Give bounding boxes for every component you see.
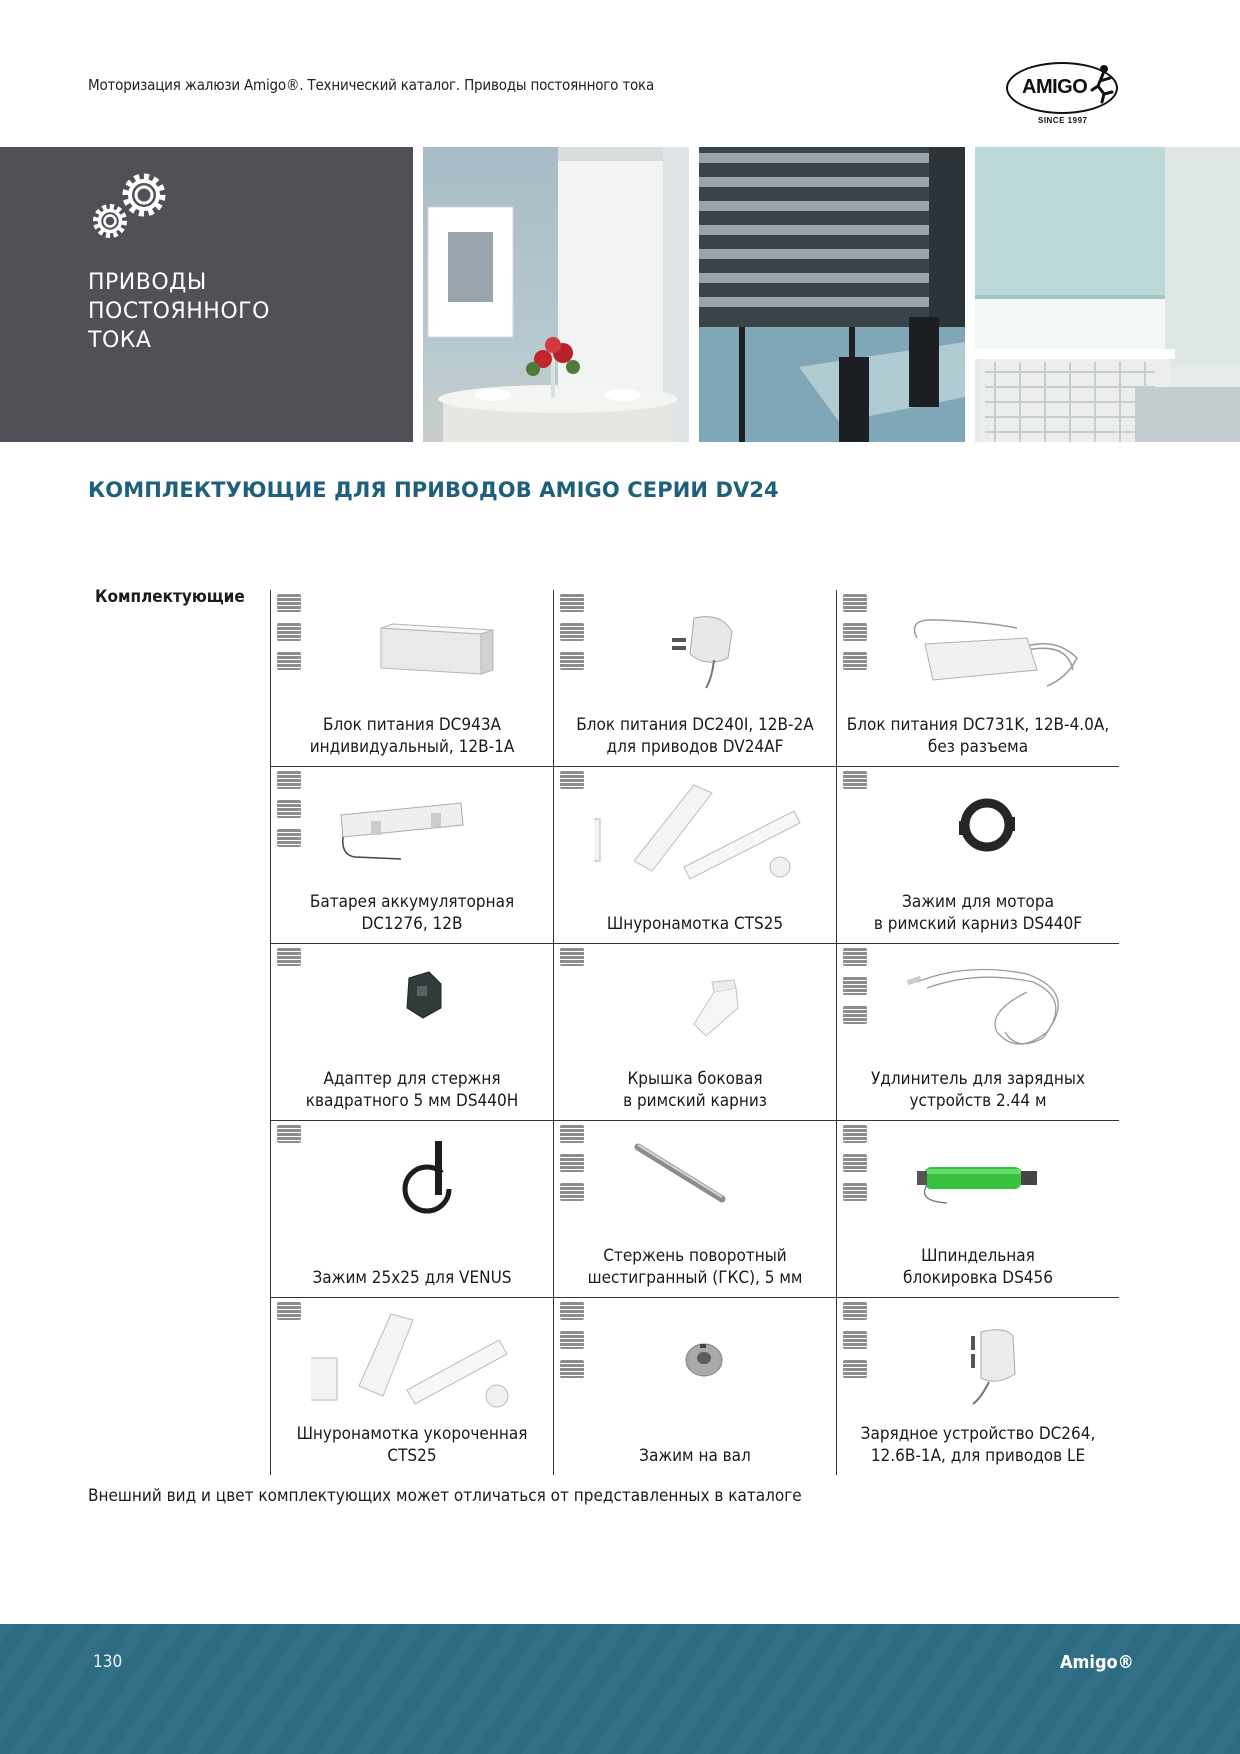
accessory-label: Зажим для мотора в римский карниз DS440F <box>873 892 1083 934</box>
tab-markers <box>277 1125 301 1154</box>
photo-zebra-blind-dining <box>699 147 965 442</box>
runner-figure-icon <box>1088 64 1118 104</box>
accessories-grid <box>270 590 1123 1475</box>
accessory-cell <box>836 590 1119 767</box>
tab-markers <box>560 1302 584 1389</box>
motor-clamp-icon <box>877 775 1097 885</box>
accessory-label: Батарея аккумуляторная DC1276, 12В <box>309 892 515 934</box>
tab-markers <box>277 948 301 977</box>
running-header: Моторизация жалюзи Amigo®. Технический каталог. Приводы постоянного тока <box>88 76 655 94</box>
tab-markers <box>560 948 584 977</box>
tab-markers <box>277 771 301 858</box>
accessory-label: Шнуронамотка CTS25 <box>606 914 784 934</box>
tab-markers <box>277 594 301 681</box>
banner-title-line: ПРИВОДЫ <box>88 270 207 295</box>
accessory-cell <box>553 944 836 1121</box>
accessory-cell <box>553 1298 836 1475</box>
accessory-label: Крышка боковая в римский карниз <box>623 1069 767 1111</box>
accessory-label: Адаптер для стержня квадратного 5 мм DS440H <box>305 1069 519 1111</box>
accessory-label: Зарядное устройство DC264, 12.6В-1А, для приводов LE <box>860 1424 1096 1466</box>
footer-brand: Amigo® <box>1060 1652 1134 1673</box>
wall-adapter-icon <box>594 598 814 708</box>
gears-icon <box>88 165 178 245</box>
power-brick-icon <box>877 598 1097 708</box>
accessory-label: Блок питания DC240I, 12В-2А для приводов DV24AF <box>576 715 814 757</box>
accessory-cell <box>270 944 553 1121</box>
page-number: 130 <box>93 1652 123 1672</box>
disclaimer-note: Внешний вид и цвет комплектующих может отличаться от представленных в каталоге <box>88 1486 802 1506</box>
tab-markers <box>277 1302 301 1331</box>
tab-markers <box>560 771 584 800</box>
side-cover-icon <box>594 952 814 1062</box>
accessory-cell <box>270 1121 553 1298</box>
accessory-label: Шпиндельная блокировка DS456 <box>903 1246 1053 1288</box>
logo-since: SINCE 1997 <box>1038 116 1088 125</box>
short-cord-winder-icon <box>311 1306 531 1416</box>
tab-markers <box>560 594 584 681</box>
photo-bedroom-blind <box>975 147 1240 442</box>
tab-markers <box>843 771 867 800</box>
accessory-label: Стержень поворотный шестигранный (ГКС), 5 мм <box>587 1246 803 1288</box>
footer-band <box>0 1624 1240 1754</box>
accessory-cell <box>836 1121 1119 1298</box>
tab-markers <box>843 1125 867 1212</box>
venus-clamp-icon <box>311 1129 531 1239</box>
accessory-label: Зажим на вал <box>639 1446 751 1466</box>
accessory-cell <box>270 590 553 767</box>
accessory-label: Удлинитель для зарядных устройств 2.44 м <box>870 1069 1086 1111</box>
hex-rod-icon <box>594 1129 814 1239</box>
accessory-cell <box>270 767 553 944</box>
logo-word: AMIGO <box>1022 76 1088 98</box>
section-title: КОМПЛЕКТУЮЩИЕ ДЛЯ ПРИВОДОВ AMIGO СЕРИИ DV24 <box>88 478 779 502</box>
power-supply-box-icon <box>311 598 531 708</box>
accessory-label: Блок питания DC943A индивидуальный, 12В-1А <box>309 715 515 757</box>
accessory-cell <box>553 1121 836 1298</box>
tab-markers <box>560 1125 584 1212</box>
accessory-cell <box>553 590 836 767</box>
tab-markers <box>843 1302 867 1389</box>
accessory-cell <box>270 1298 553 1475</box>
rod-adapter-icon <box>311 952 531 1062</box>
accessory-cell <box>836 767 1119 944</box>
photo-roller-blind-interior <box>423 147 689 442</box>
banner-title-line: ПОСТОЯННОГО <box>88 299 270 324</box>
accessory-cell <box>553 767 836 944</box>
banner-title <box>88 268 270 355</box>
cord-winder-icon <box>594 775 814 885</box>
table-row-label: Комплектующие <box>95 587 245 607</box>
accessory-label: Блок питания DC731K, 12В-4.0А, без разъема <box>846 715 1110 757</box>
accessory-label: Зажим 25х25 для VENUS <box>312 1268 512 1288</box>
battery-pack-icon <box>311 775 531 885</box>
spindle-lock-icon <box>877 1129 1097 1239</box>
extension-cable-icon <box>877 952 1097 1062</box>
charger-icon <box>877 1306 1097 1416</box>
accessory-cell <box>836 1298 1119 1475</box>
banner-title-line: ТОКА <box>88 328 152 353</box>
tab-markers <box>843 594 867 681</box>
amigo-logo <box>1000 58 1124 130</box>
accessory-cell <box>836 944 1119 1121</box>
accessory-label: Шнуронамотка укороченная CTS25 <box>296 1424 528 1466</box>
tab-markers <box>843 948 867 1035</box>
shaft-collar-icon <box>594 1306 814 1416</box>
